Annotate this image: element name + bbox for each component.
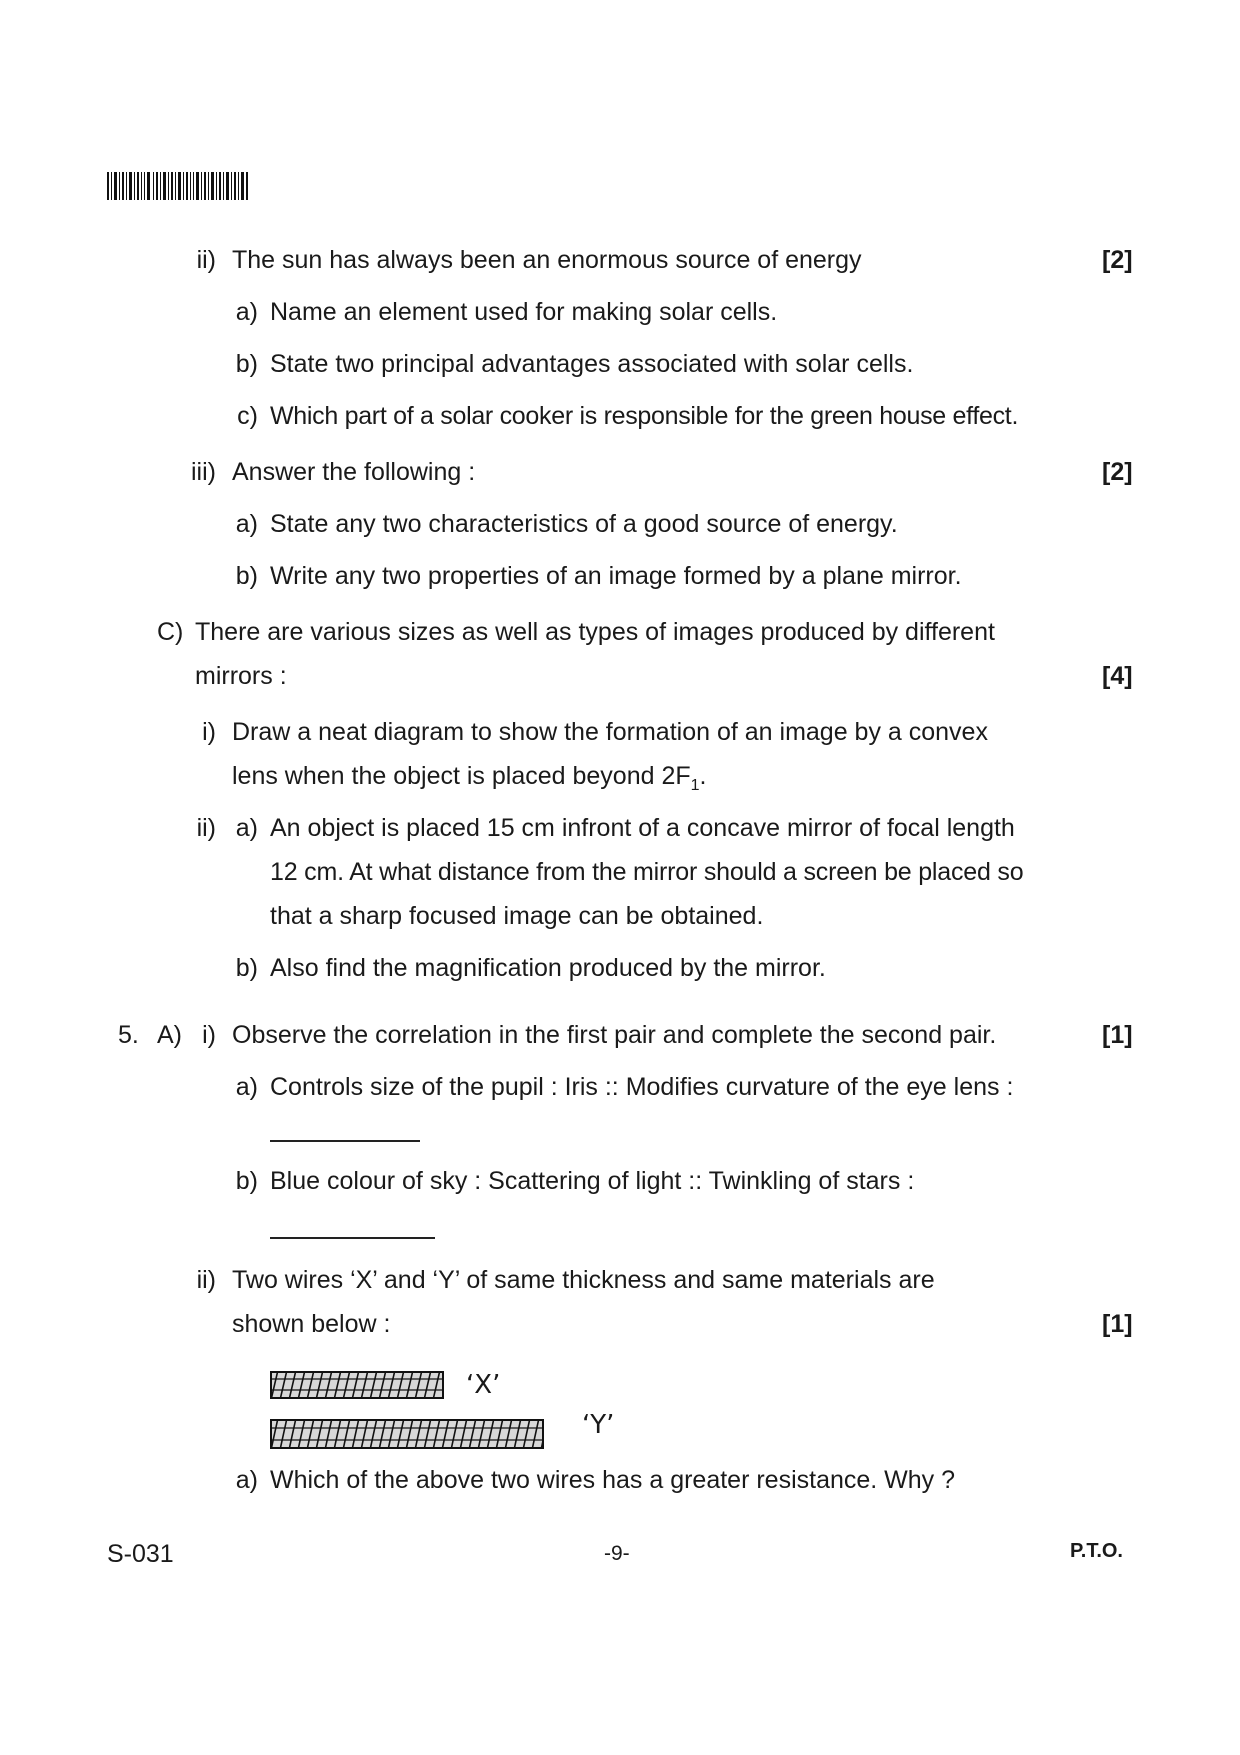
sub-question-text: An object is placed 15 cm infront of a concave mirror of focal length [270, 814, 1015, 842]
question-text: shown below : [232, 1310, 391, 1338]
sub-question-text: Which part of a solar cooker is responsible for the green house effect. [270, 402, 1019, 430]
question-number: 5. [118, 1021, 139, 1049]
question-number: i) [202, 718, 216, 746]
question-text: The sun has always been an enormous source of energy [232, 246, 862, 274]
sub-question-text: Controls size of the pupil : Iris :: Modifies curvature of the eye lens : [270, 1073, 1014, 1101]
subscript: 1 [690, 777, 700, 794]
answer-blank-line [270, 1140, 420, 1142]
question-number: iii) [191, 458, 216, 486]
sub-question-label: a) [235, 814, 258, 842]
sub-question-text: Also find the magnification produced by the mirror. [270, 954, 826, 982]
question-text: Two wires ‘X’ and ‘Y’ of same thickness and same materials are [232, 1266, 935, 1294]
question-text: Draw a neat diagram to show the formation of an image by a convex [232, 718, 988, 746]
page-number: -9- [604, 1542, 630, 1565]
marks-label: [1] [1102, 1310, 1133, 1338]
question-text [232, 761, 707, 794]
marks-label: [4] [1102, 662, 1133, 690]
sub-question-label: b) [235, 562, 258, 590]
sub-question-label: b) [235, 350, 258, 378]
marks-label: [2] [1102, 458, 1133, 486]
question-number: ii) [196, 814, 216, 842]
question-number: ii) [196, 246, 216, 274]
sub-question-text: State any two characteristics of a good source of energy. [270, 510, 898, 538]
question-number: ii) [196, 1266, 216, 1294]
question-number: i) [202, 1021, 216, 1049]
sub-question-text: Which of the above two wires has a greater resistance. Why ? [270, 1466, 956, 1494]
wire-y-drawing [270, 1418, 545, 1450]
wire-x-drawing [270, 1370, 445, 1400]
answer-blank-line [270, 1237, 435, 1239]
section-text: There are various sizes as well as types of images produced by different [195, 618, 995, 646]
sub-question-text: Blue colour of sky : Scattering of light :: Twinkling of stars : [270, 1167, 915, 1195]
sub-question-label: a) [235, 1466, 258, 1494]
marks-label: [1] [1102, 1021, 1133, 1049]
sub-question-text: Name an element used for making solar cells. [270, 298, 778, 326]
question-text: Observe the correlation in the first pair and complete the second pair. [232, 1021, 997, 1049]
marks-label: [2] [1102, 246, 1133, 274]
pto-label: P.T.O. [1070, 1540, 1123, 1562]
sub-question-label: a) [235, 510, 258, 538]
sub-question-label: b) [235, 1167, 258, 1195]
sub-question-label: a) [235, 298, 258, 326]
punctuation: . [699, 762, 707, 790]
sub-question-label: a) [235, 1073, 258, 1101]
wire-x-label: ‘X’ [466, 1370, 501, 1400]
sub-question-text: State two principal advantages associated with solar cells. [270, 350, 914, 378]
sub-question-text: Write any two properties of an image formed by a plane mirror. [270, 562, 962, 590]
paper-code: S-031 [107, 1540, 174, 1568]
wire-y-label: ‘Y’ [582, 1410, 615, 1440]
sub-question-label: c) [237, 402, 258, 430]
question-text-part: lens when the object is placed beyond 2F [232, 762, 691, 790]
barcode [107, 172, 249, 200]
section-label: A) [157, 1021, 182, 1049]
sub-question-text: 12 cm. At what distance from the mirror should a screen be placed so [270, 858, 1024, 886]
section-text: mirrors : [195, 662, 287, 690]
section-label: C) [157, 618, 184, 646]
sub-question-text: that a sharp focused image can be obtained. [270, 902, 764, 930]
sub-question-label: b) [235, 954, 258, 982]
question-text: Answer the following : [232, 458, 476, 486]
